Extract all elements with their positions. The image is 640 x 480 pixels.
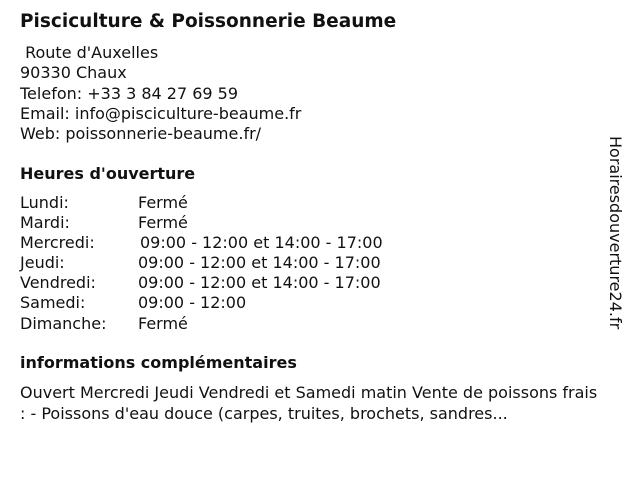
- additional-info-heading: informations complémentaires: [20, 353, 297, 372]
- hours-value: 09:00 - 12:00 et 14:00 - 17:00: [138, 273, 381, 293]
- hours-value: 09:00 - 12:00: [138, 293, 247, 313]
- business-name: Pisciculture & Poissonnerie Beaume: [20, 11, 397, 32]
- hours-value: Fermé: [138, 193, 188, 212]
- hours-value: 09:00 - 12:00 et 14:00 - 17:00: [138, 253, 381, 273]
- street-address: Route d'Auxelles: [20, 43, 159, 62]
- day-label: Mardi:: [20, 213, 70, 233]
- additional-info-text: Ouvert Mercredi Jeudi Vendredi et Samedi matin Vente de poissons frais : - Poissons d'eau douce (carpes, truites, brochets, sandres...: [20, 383, 598, 423]
- day-label: Samedi:: [20, 293, 86, 313]
- day-label: Vendredi:: [20, 273, 96, 293]
- hours-value: 09:00 - 12:00 et 14:00 - 17:00: [140, 233, 383, 253]
- website-link[interactable]: Web: poissonnerie-beaume.fr/: [20, 124, 262, 144]
- city-postcode: 90330 Chaux: [20, 63, 127, 83]
- hours-value: Fermé: [138, 213, 188, 233]
- address-block: [20, 43, 301, 144]
- day-label: Lundi:: [20, 193, 69, 212]
- opening-hours-heading: Heures d'ouverture: [20, 164, 196, 183]
- email-address[interactable]: Email: info@pisciculture-beaume.fr: [20, 103, 302, 123]
- day-label: Dimanche:: [20, 313, 107, 333]
- watermark-text: Horairesdouverture24.fr: [606, 136, 625, 330]
- day-label: Jeudi:: [20, 253, 65, 273]
- hours-value: Fermé: [138, 313, 188, 333]
- phone-number[interactable]: Telefon: +33 3 84 27 69 59: [20, 83, 239, 103]
- day-label: Mercredi:: [20, 233, 95, 253]
